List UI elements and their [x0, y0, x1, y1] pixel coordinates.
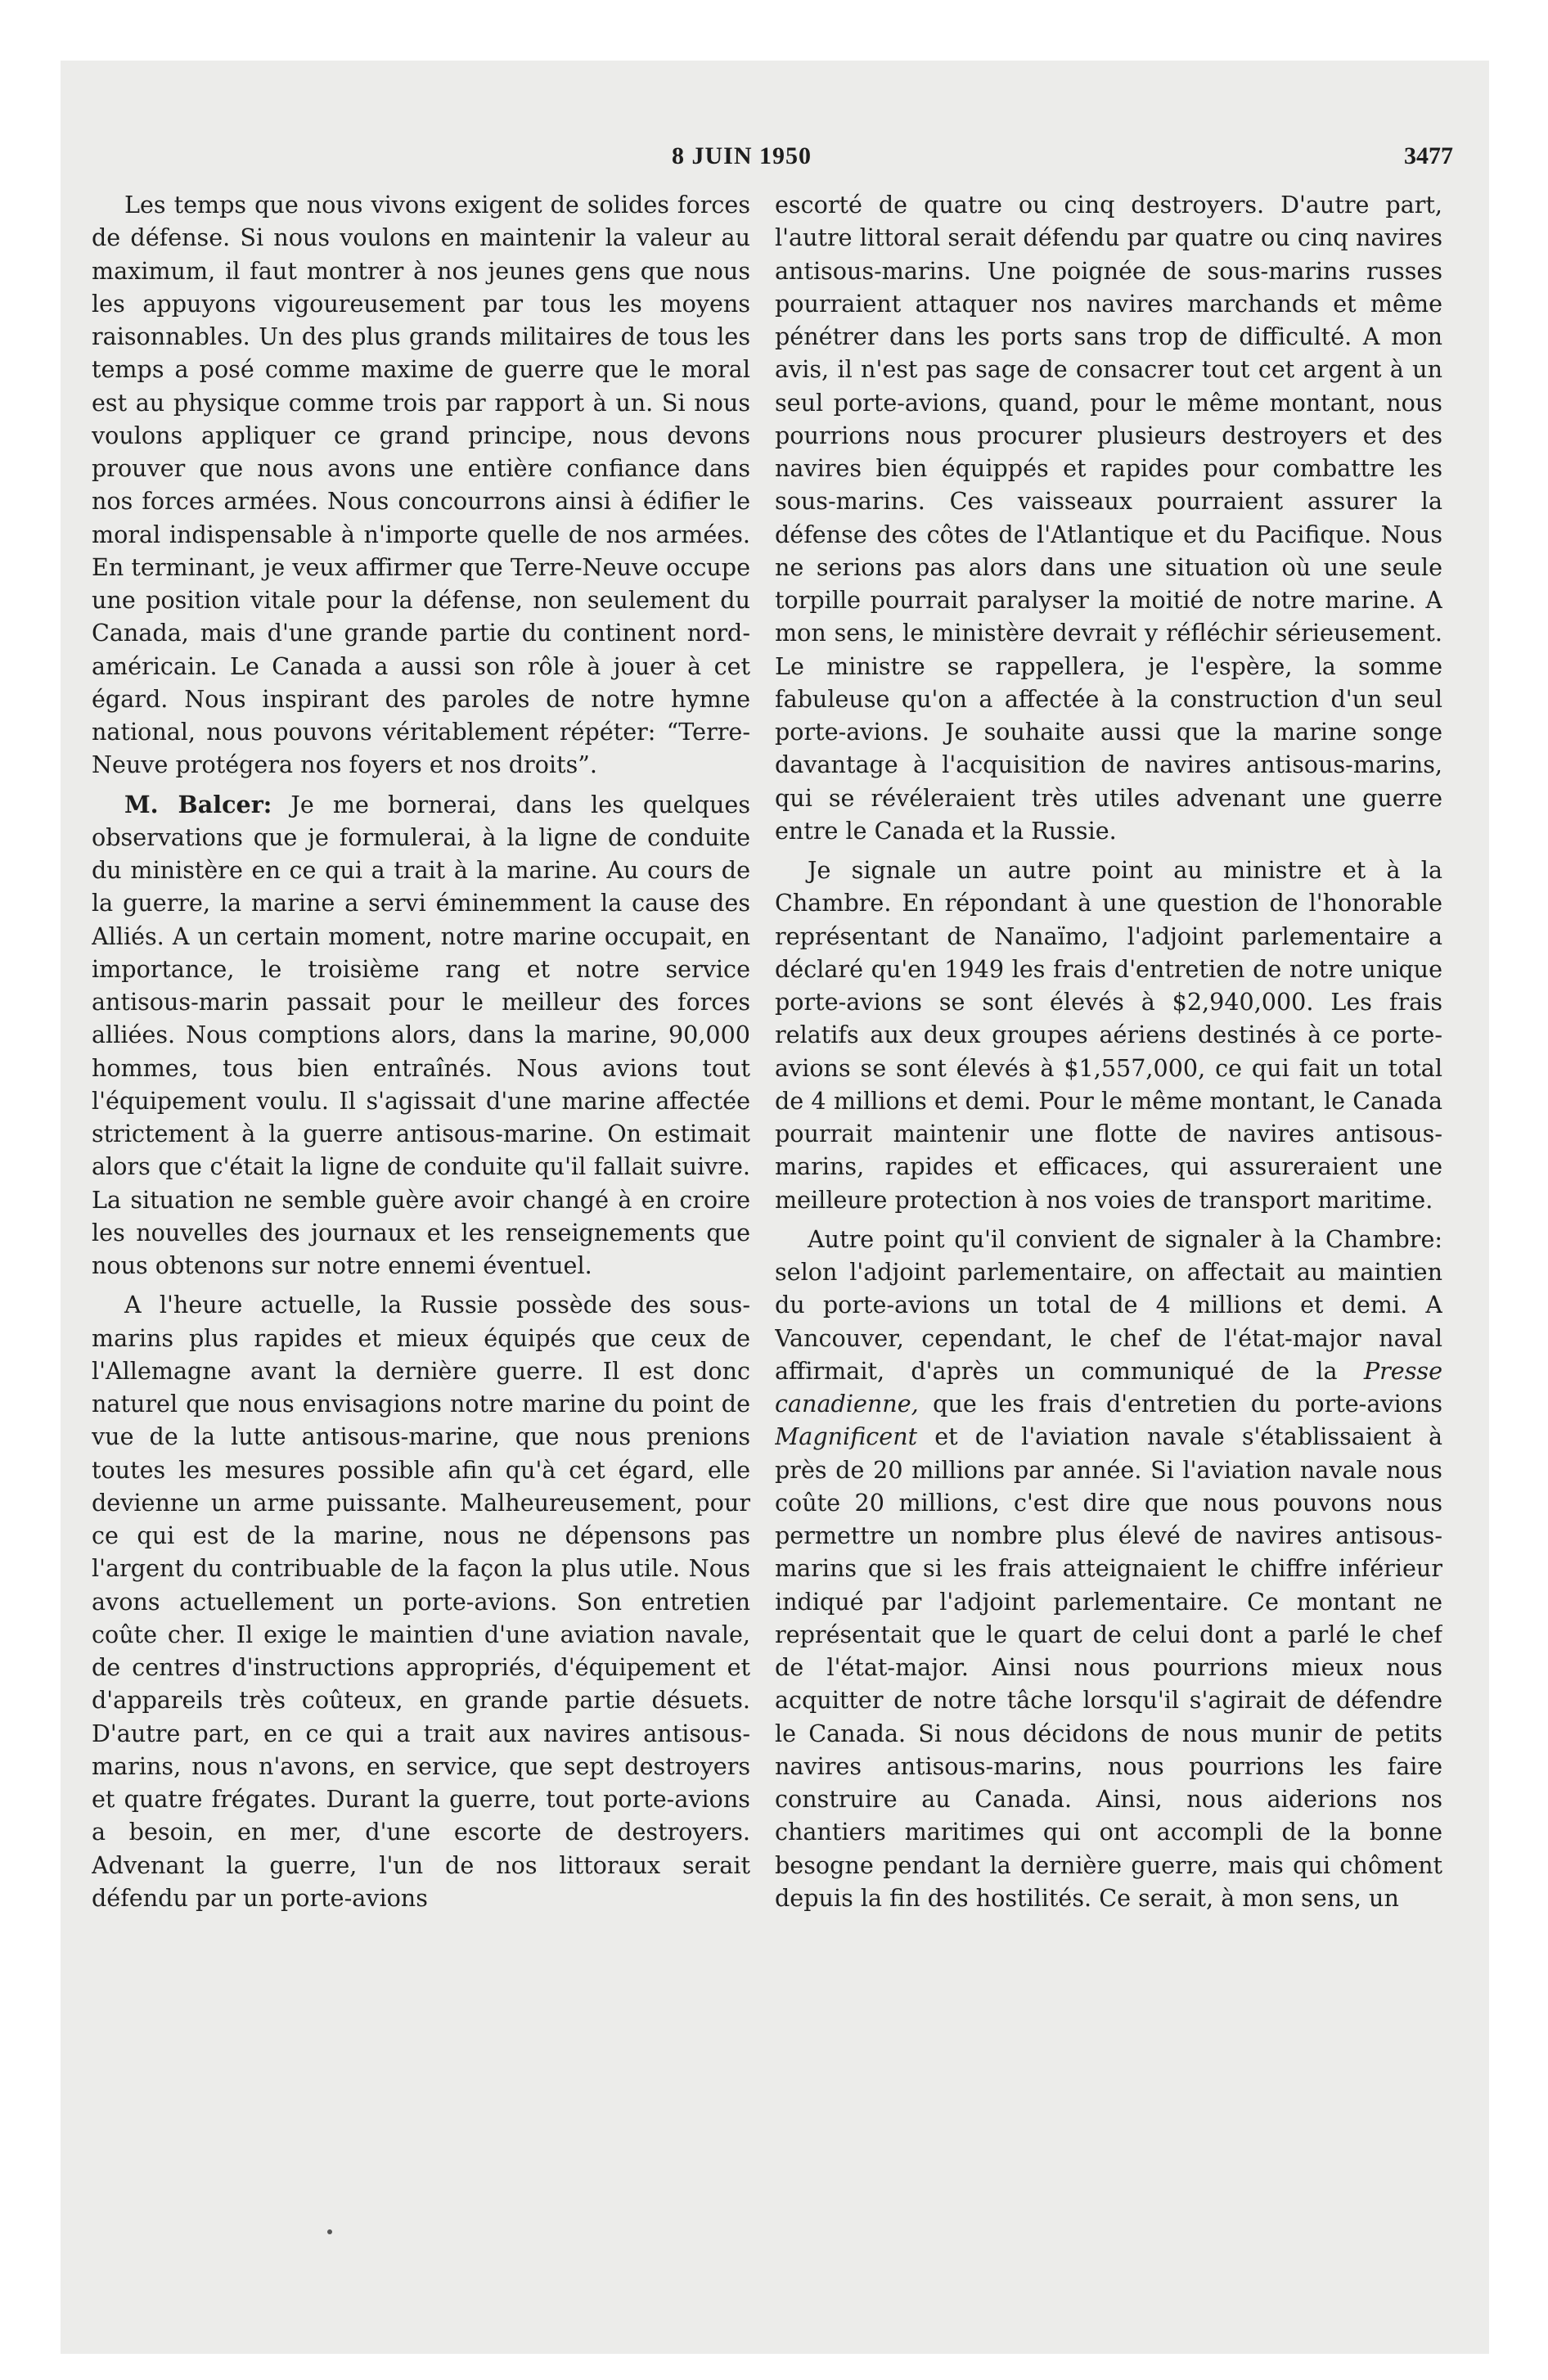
left-column — [92, 188, 750, 2013]
paragraph: Je signale un autre point au ministre et à la Chambre. En répondant à une question de l'honorable représentant de Nanaïmo, l'adjoint parlementaire a déclaré qu'en 1949 les frais d'entretien de notre unique porte-avions se sont élevés à $2,940,000. Les frais relatifs aux deux groupes aériens destinés à ce porte-avions se sont élevés à $1,557,000, ce qui fait un total de 4 millions et demi. Pour le même montant, le Canada pourrait maintenir une flotte de navires antisous-marins, rapides et efficaces, qui assureraient une meilleure protection à nos voies de transport maritime. — [775, 856, 1442, 1214]
right-column — [775, 188, 1442, 2013]
italic-text: Magnificent — [775, 1422, 918, 1451]
page-number: 3477 — [1404, 142, 1453, 169]
speaker-name: M. Balcer: — [124, 790, 272, 818]
page-header — [61, 142, 1489, 192]
paragraph: Les temps que nous vivons exigent de solides forces de défense. Si nous voulons en maintenir la valeur au maximum, il faut montrer à nos jeunes gens que nous les appuyons vigoureusement par tous les moyens raisonnables. Un des plus grands militaires de tous les temps a posé comme maxime de guerre que le moral est au physique comme trois par rapport à un. Si nous voulons appliquer ce grand principe, nous devons prouver que nous avons une entière confiance dans nos forces armées. Nous concourrons ainsi à édifier le moral indispensable à n'importe quelle de nos armées. En terminant, je veux affirmer que Terre-Neuve occupe une position vitale pour la défense, non seulement du Canada, mais d'une grande partie du continent nord-américain. Le Canada a aussi son rôle à jouer à cet égard. Nous inspirant des paroles de notre hymne national, nous pouvons véritablement répéter: “Terre-Neuve protégera nos foyers et nos droits”. — [92, 191, 750, 779]
ink-speck — [327, 2229, 332, 2234]
speech-text: Je me bornerai, dans les quelques observations que je formulerai, à la ligne de conduite du ministère en ce qui a trait à la marine. Au cours de la guerre, la marine a servi éminemment la cause des Alliés. A un certain moment, notre marine occupait, en importance, le troisième rang et notre service antisous-marin passait pour le meilleur des forces alliées. Nous comptions alors, dans la marine, 90,000 hommes, tous bien entraînés. Nous avions tout l'équipement voulu. Il s'agissait d'une marine affectée strictement à la guerre antisous-marine. On estimait alors que c'était la ligne de conduite qu'il fallait suivre. La situation ne semble guère avoir changé à en croire les nouvelles des journaux et les renseignements que nous obtenons sur notre ennemi éventuel. — [92, 790, 750, 1279]
text-run: que les frais d'entretien du porte-avions — [918, 1390, 1442, 1418]
paragraph: A l'heure actuelle, la Russie possède des sous-marins plus rapides et mieux équipés que ceux de l'Allemagne avant la dernière guerre. Il est donc naturel que nous envisagions notre marine du point de vue de la lutte antisous-marine, que nous prenions toutes les mesures possible afin qu'à cet égard, elle devienne un arme puissante. Malheureusement, pour ce qui est de la marine, nous ne dépensons pas l'argent du contribuable de la façon la plus utile. Nous avons actuellement un porte-avions. Son entretien coûte cher. Il exige le maintien d'une aviation navale, de centres d'instructions appropriés, d'équipement et d'appareils très coûteux, en grande partie désuets. D'autre part, en ce qui a trait aux navires antisous-marins, nous n'avons, en service, que sept destroyers et quatre frégates. Durant la guerre, tout porte-avions a besoin, en mer, d'une escorte de destroyers. Advenant la guerre, l'un de nos littoraux serait défendu par un porte-avions — [92, 1291, 750, 1912]
speech-paragraph — [92, 788, 750, 1282]
paragraph: escorté de quatre ou cinq destroyers. D'autre part, l'autre littoral serait défendu par quatre ou cinq navires antisous-marins. Une poignée de sous-marins russes pourraient attaquer nos navires marchands et même pénétrer dans les ports sans trop de difficulté. A mon avis, il n'est pas sage de consacrer tout cet argent à un seul porte-avions, quand, pour le même montant, nous pourrions nous procurer plusieurs destroyers et des navires bien équippés et rapides pour combattre les sous-marins. Ces vaisseaux pourraient assurer la défense des côtes de l'Atlantique et du Pacifique. Nous ne serions pas alors dans une situation où une seule torpille pourrait paralyser la moitié de notre marine. A mon sens, le ministère devrait y réfléchir sérieusement. Le ministre se rappellera, je l'espère, la somme fabuleuse qu'on a affectée à la construction d'un seul porte-avions. Je souhaite aussi que la marine songe davantage à l'acquisition de navires antisous-marins, qui se révéleraient très utiles advenant une guerre entre le Canada et la Russie. — [775, 191, 1442, 845]
text-run: et de l'aviation navale s'établissaient à près de 20 millions par année. Si l'aviation navale nous coûte 20 millions, c'est dire que nous pouvons nous permettre un nombre plus élevé de navires antisous-marins que si les frais atteignaient le chiffre inférieur indiqué par l'adjoint parlementaire. Ce montant ne représentait que le quart de celui dont a parlé le chef de l'état-major. Ainsi nous pourrions mieux nous acquitter de notre tâche lorsqu'il s'agirait de défendre le Canada. Si nous décidons de nous munir de petits navires antisous-marins, nous pourrions les faire construire au Canada. Ainsi, nous aiderions nos chantiers maritimes qui ont accompli de la bonne besogne pendant la dernière guerre, mais qui chôment depuis la fin des hostilités. Ce serait, à mon sens, un — [775, 1422, 1442, 1912]
header-date: 8 JUIN 1950 — [672, 142, 812, 169]
text-run: Autre point qu'il convient de signaler à la Chambre: selon l'adjoint parlementaire, on affectait au maintien du porte-avions un total de 4 millions et demi. A Vancouver, cependant, le chef de l'état-major naval affirmait, d'après un communiqué de la — [775, 1224, 1442, 1385]
italic-text: Presse canadienne, — [775, 1356, 1442, 1418]
paragraph — [775, 1223, 1442, 1914]
document-page — [61, 61, 1489, 2354]
